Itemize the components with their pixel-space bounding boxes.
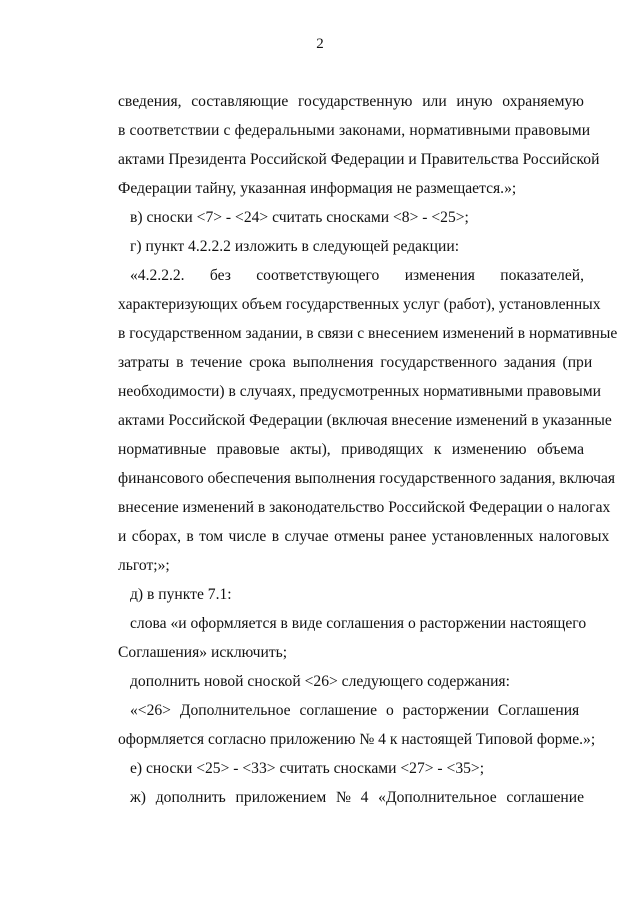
text-line: Соглашения» исключить;: [118, 644, 288, 661]
text-line: сведения, составляющие государственную или иную охраняемую: [118, 93, 584, 110]
text-line: актами Президента Российской Федерации и Правительства Российской: [118, 151, 600, 168]
text-line: необходимости) в случаях, предусмотренных нормативными правовыми: [118, 383, 601, 400]
text-line: внесение изменений в законодательство Российской Федерации о налогах: [118, 499, 611, 516]
text-line: д) в пункте 7.1:: [130, 586, 232, 603]
page-number: 2: [316, 36, 324, 52]
text-line: Федерации тайну, указанная информация не размещается.»;: [118, 180, 517, 197]
text-line: льгот;»;: [118, 557, 170, 574]
text-line: в государственном задании, в связи с внесением изменений в нормативные: [118, 325, 618, 342]
text-line: финансового обеспечения выполнения государственного задания, включая: [118, 470, 616, 487]
text-line: в соответствии с федеральными законами, нормативными правовыми: [118, 122, 591, 139]
text-line: г) пункт 4.2.2.2 изложить в следующей редакции:: [130, 238, 460, 255]
text-line: оформляется согласно приложению № 4 к настоящей Типовой форме.»;: [118, 731, 596, 748]
text-line: актами Российской Федерации (включая внесение изменений в указанные: [118, 412, 612, 429]
text-line: е) сноски <25> - <33> считать сносками <27> - <35>;: [130, 760, 485, 777]
text-line: «<26> Дополнительное соглашение о расторжении Соглашения: [130, 702, 580, 719]
text-line: нормативные правовые акты), приводящих к изменению объема: [118, 441, 584, 458]
text-line: «4.2.2.2. без соответствующего изменения показателей,: [130, 267, 584, 284]
text-line: затраты в течение срока выполнения государственного задания (при: [118, 354, 593, 371]
text-line: ж) дополнить приложением № 4 «Дополнительное соглашение: [130, 789, 584, 806]
text-line: характеризующих объем государственных услуг (работ), установленных: [118, 296, 601, 313]
text-line: дополнить новой сноской <26> следующего содержания:: [130, 673, 510, 690]
text-line: в) сноски <7> - <24> считать сносками <8> - <25>;: [130, 209, 469, 226]
text-line: слова «и оформляется в виде соглашения о расторжении настоящего: [130, 615, 587, 632]
text-line: и сборах, в том числе в случае отмены ранее установленных налоговых: [118, 528, 610, 545]
